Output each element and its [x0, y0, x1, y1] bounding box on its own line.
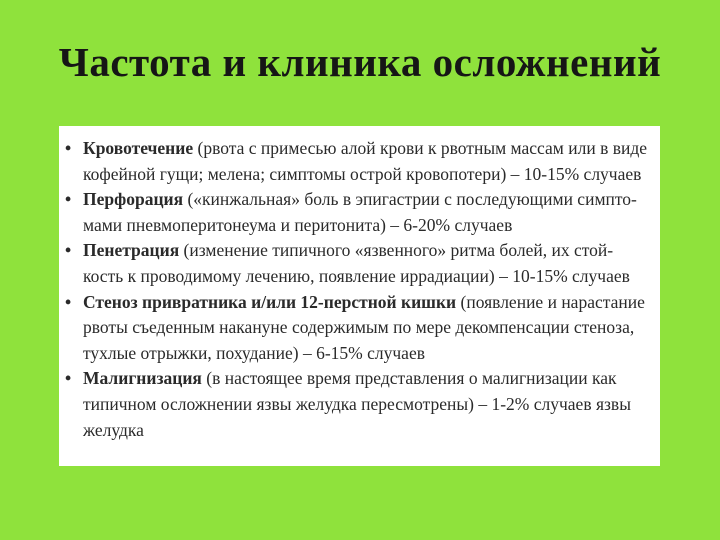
list-item-perforation	[59, 187, 660, 238]
complications-list	[59, 126, 660, 466]
slide-title: Частота и клиника осложнений	[58, 39, 662, 85]
item-line: мами пневмоперитонеума и перитонита) – 6-20% случаев	[83, 214, 513, 235]
list-item-penetration	[59, 238, 660, 289]
list-item-malignization	[59, 366, 660, 443]
item-line	[83, 366, 657, 392]
item-line	[83, 238, 657, 264]
item-line: рвоты съеденным накануне содержимым по мере декомпенсации стеноза,	[83, 317, 635, 338]
item-text: (появление и нарастание	[456, 291, 645, 312]
bullet-icon: •	[65, 291, 72, 312]
item-line: кофейной гущи; мелена; симптомы острой кровопотери) – 10-15% случаев	[83, 163, 642, 184]
item-line	[83, 136, 657, 162]
item-line	[83, 187, 657, 213]
item-line: типичном осложнении язвы желудка пересмотрены) – 1-2% случаев язвы	[83, 393, 631, 414]
item-line: тухлые отрыжки, похудание) – 6-15% случаев	[83, 342, 425, 363]
bullet-icon: •	[65, 189, 72, 210]
item-text: («кинжальная» боль в эпигастрии с последующими симпто-	[183, 189, 637, 210]
bullet-icon: •	[65, 240, 72, 261]
item-term: Стеноз привратника и/или 12-перстной кишки	[83, 291, 457, 312]
item-text: (изменение типичного «язвенного» ритма болей, их стой-	[179, 240, 614, 261]
list-item-stenosis	[59, 290, 660, 367]
item-term: Кровотечение	[83, 138, 194, 158]
item-line: кость к проводимому лечению, появление иррадиации) – 10-15% случаев	[83, 265, 630, 286]
bullet-icon: •	[65, 138, 72, 158]
bullet-icon: •	[65, 368, 72, 389]
item-text: (в настоящее время представления о малигнизации как	[201, 368, 617, 389]
item-line	[83, 290, 657, 316]
item-term: Пенетрация	[83, 240, 180, 261]
item-text: (рвота с примесью алой крови к рвотным массам или в виде	[193, 138, 648, 158]
list-item-bleeding	[59, 136, 660, 187]
item-term: Малигнизация	[83, 368, 202, 389]
item-line: желудка	[83, 419, 144, 440]
item-term: Перфорация	[83, 189, 184, 210]
